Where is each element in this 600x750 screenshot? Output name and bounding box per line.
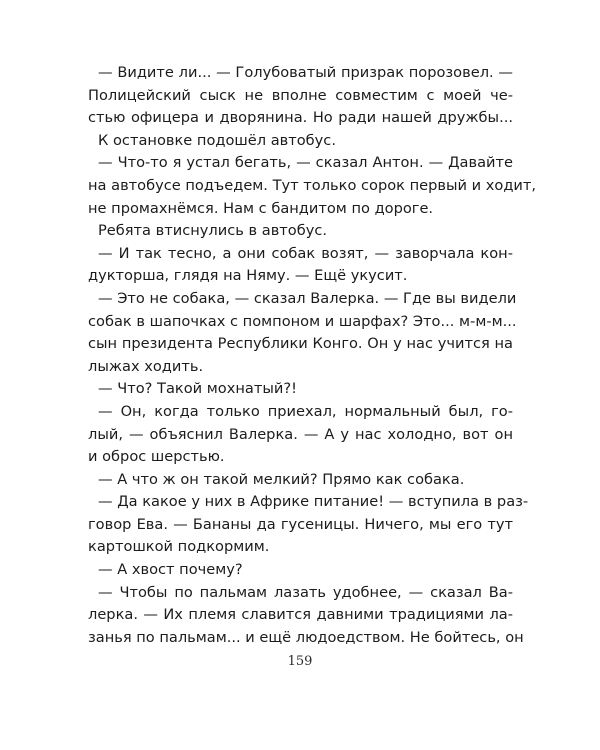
body-text <box>88 62 537 649</box>
text-line: картошкой подкормим. <box>88 538 270 556</box>
text-line: Ребята втиснулись в автобус. <box>98 222 328 240</box>
text-line: — А что ж он такой мелкий? Прямо как собака. <box>98 470 465 488</box>
text-line: не промахнёмся. Нам с бандитом по дороге. <box>88 199 434 217</box>
text-line: — Это не собака, — сказал Валерка. — Где вы видели <box>98 289 517 307</box>
text-line: — Что? Такой мохнатый?! <box>98 380 297 398</box>
text-line: К остановке подошёл автобус. <box>98 131 336 149</box>
text-line: — Чтобы по пальмам лазать удобнее, — сказал Ва- <box>98 583 513 601</box>
text-line: лыжах ходить. <box>88 357 204 375</box>
text-line: Полицейский сыск не вполне совместим с моей че- <box>88 86 513 104</box>
text-line: сын президента Республики Конго. Он у нас учится на <box>88 335 513 353</box>
text-line: на автобусе подъедем. Тут только сорок первый и ходит, <box>88 176 537 194</box>
text-line: стью офицера и дворянина. Но ради нашей дружбы... <box>88 109 513 127</box>
text-line: — Что-то я устал бегать, — сказал Антон. — Давайте <box>98 154 513 172</box>
text-line: и оброс шерстью. <box>88 448 225 466</box>
text-line: занья по пальмам... и ещё людоедством. Не бойтесь, он <box>88 628 524 646</box>
text-line: дукторша, глядя на Няму. — Ещё укусит. <box>88 267 408 285</box>
text-line: — Да какое у них в Африке питание! — вступила в раз- <box>98 493 529 511</box>
text-line: собак в шапочках с помпоном и шарфах? Это... м-м-м... <box>88 312 517 330</box>
text-line: говор Ева. — Бананы да гусеницы. Ничего, мы его тут <box>88 515 513 533</box>
text-line: — И так тесно, а они собак возят, — заворчала кон- <box>98 244 513 262</box>
text-line: лерка. — Их племя славится давними традициями ла- <box>88 606 513 624</box>
text-line: — Видите ли... — Голубоватый призрак порозовел. — <box>98 64 513 81</box>
page-number: 159 <box>287 654 313 669</box>
text-line: — А хвост почему? <box>98 561 243 579</box>
text-line: — Он, когда только приехал, нормальный был, го- <box>98 402 513 420</box>
text-line: лый, — объяснил Валерка. — А у нас холодно, вот он <box>88 425 513 443</box>
